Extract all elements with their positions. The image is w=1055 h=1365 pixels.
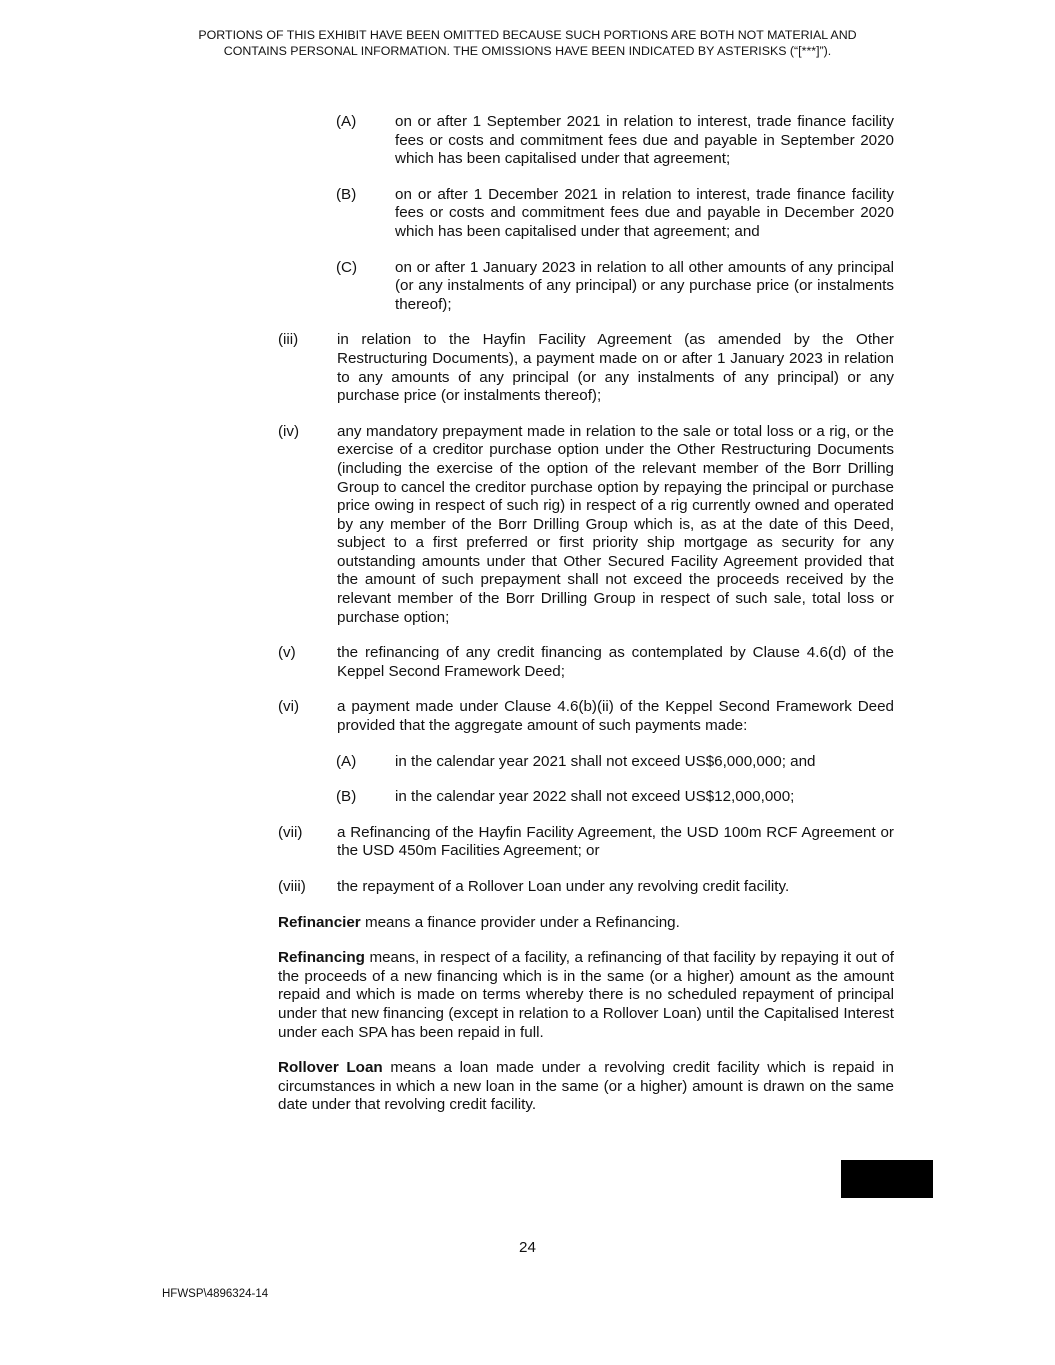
list-item bbox=[278, 824, 894, 861]
item-text: in the calendar year 2021 shall not exceed US$6,000,000; and bbox=[395, 752, 816, 770]
defined-term: Rollover Loan bbox=[278, 1059, 383, 1077]
item-text: on or after 1 January 2023 in relation to all other amounts of any principal (or any instalments of any principal) or any purchase price (or instalments thereof); bbox=[395, 258, 894, 313]
item-number: (B) bbox=[336, 185, 357, 203]
definition-text: means, in respect of a facility, a refinancing of that facility by repaying it out of the proceeds of a new financing which is in the same (or a higher) amount as the amount repaid and which is made on terms whereby there is no scheduled repayment of principal under that new financing (except in relation to a Rollover Loan) until the Capitalised Interest under each SPA has been repaid in full. bbox=[278, 949, 894, 1041]
list-item bbox=[278, 423, 894, 628]
document-reference: HFWSP\4896324-14 bbox=[162, 1288, 269, 1300]
item-number: (B) bbox=[336, 788, 357, 806]
list-item bbox=[278, 331, 894, 405]
confidentiality-header bbox=[0, 27, 1055, 59]
list-item bbox=[278, 113, 894, 169]
page-number: 24 bbox=[519, 1239, 536, 1256]
item-text: the repayment of a Rollover Loan under any revolving credit facility. bbox=[337, 878, 790, 895]
item-text: a Refinancing of the Hayfin Facility Agreement, the USD 100m RCF Agreement or the USD 450m Facilities Agreement; or bbox=[337, 823, 894, 860]
list-item bbox=[278, 878, 894, 897]
list-item bbox=[278, 644, 894, 681]
item-number: (v) bbox=[278, 644, 296, 662]
item-text: in relation to the Hayfin Facility Agreement (as amended by the Other Restructuring Documents), a payment made on or after 1 January 2023 in relation to any amounts of any principal (or any instalments of any principal) or any purchase price (or instalments thereof); bbox=[337, 331, 894, 405]
definition-paragraph bbox=[278, 949, 894, 1042]
item-number: (A) bbox=[336, 752, 357, 770]
document-body bbox=[278, 113, 894, 1132]
definition-text: means a loan made under a revolving credit facility which is repaid in circumstances in which a new loan in the same (or a higher) amount is drawn on the same date under that revolving credit facility. bbox=[278, 1059, 894, 1114]
redaction-box bbox=[841, 1160, 933, 1198]
definition-text: means a finance provider under a Refinancing. bbox=[360, 913, 680, 931]
header-line-1: PORTIONS OF THIS EXHIBIT HAVE BEEN OMITTED BECAUSE SUCH PORTIONS ARE BOTH NOT MATERIAL AND bbox=[198, 28, 857, 42]
item-number: (vii) bbox=[278, 823, 303, 841]
item-number: (vi) bbox=[278, 698, 300, 716]
item-number: (A) bbox=[336, 113, 357, 130]
item-text: on or after 1 December 2021 in relation to interest, trade finance facility fees or costs and commitment fees due and payable in December 2020 which has been capitalised under that agreement; and bbox=[395, 185, 894, 240]
defined-term: Refinancing bbox=[278, 949, 365, 967]
item-text: any mandatory prepayment made in relation to the sale or total loss or a rig, or the exercise of a creditor purchase option under the Other Restructuring Documents (including the exercise of the option of the relevant member of the Borr Drilling Group to cancel the creditor purchase option by repaying the principal or purchase price owing in respect of such rig) in respect of a rig currently owned and operated by any member of the Borr Drilling Group which is, as at the date of this Deed, subject to a first preferred or first priority ship mortgage as security for any outstanding amounts under that Other Secured Facility Agreement provided that the amount of such prepayment shall not exceed the proceeds received by the relevant member of the Borr Drilling Group in respect of such sale, total loss or purchase option; bbox=[337, 422, 894, 626]
definition-paragraph bbox=[278, 1059, 894, 1115]
item-text: on or after 1 September 2021 in relation to interest, trade finance facility fees or costs and commitment fees due and payable in September 2020 which has been capitalised under that agreement; bbox=[395, 113, 894, 168]
item-number: (C) bbox=[336, 258, 358, 276]
list-item bbox=[278, 753, 894, 772]
item-text: in the calendar year 2022 shall not exceed US$12,000,000; bbox=[395, 788, 795, 806]
list-item bbox=[278, 186, 894, 242]
list-item bbox=[278, 259, 894, 315]
definition-paragraph bbox=[278, 914, 894, 933]
list-item bbox=[278, 788, 894, 807]
list-item bbox=[278, 698, 894, 735]
item-text: a payment made under Clause 4.6(b)(ii) of the Keppel Second Framework Deed provided that the aggregate amount of such payments made: bbox=[337, 698, 894, 735]
item-text: the refinancing of any credit financing as contemplated by Clause 4.6(d) of the Keppel Second Framework Deed; bbox=[337, 644, 894, 680]
header-line-2: CONTAINS PERSONAL INFORMATION. THE OMISSIONS HAVE BEEN INDICATED BY ASTERISKS (“[***]”). bbox=[223, 44, 832, 58]
item-number: (viii) bbox=[278, 878, 306, 895]
item-number: (iii) bbox=[278, 331, 299, 349]
defined-term: Refinancier bbox=[278, 913, 361, 931]
item-number: (iv) bbox=[278, 422, 300, 440]
